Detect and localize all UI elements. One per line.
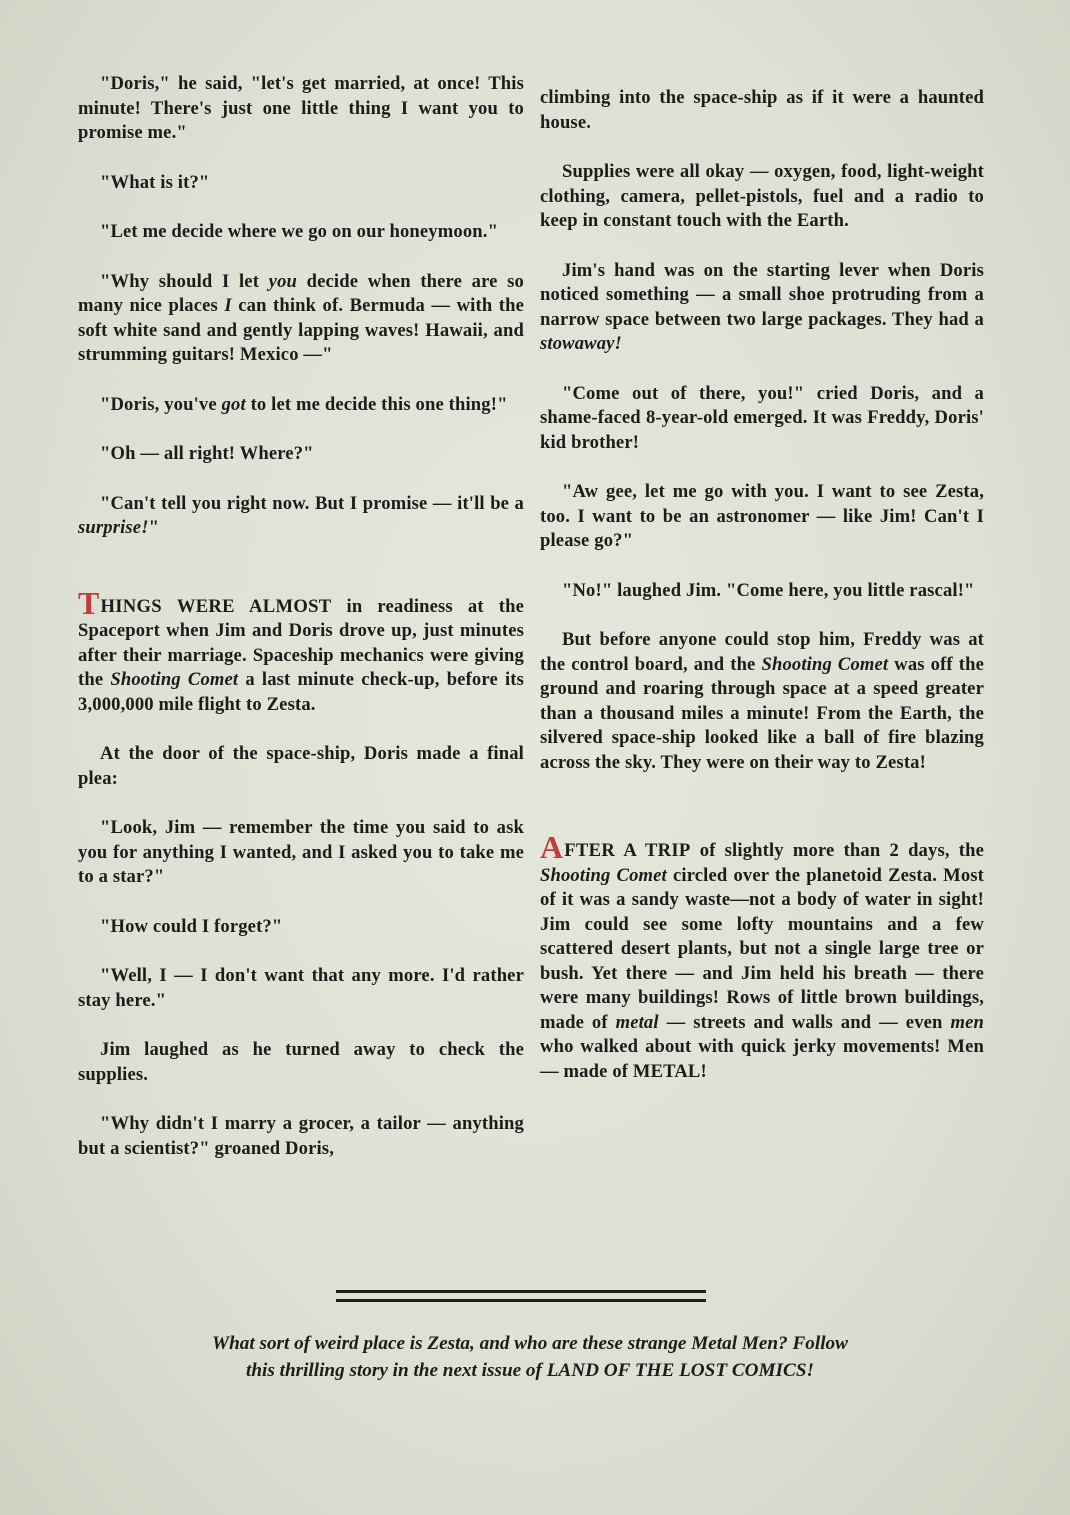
text: "Why should I let	[100, 270, 269, 292]
emphasis: surprise!	[78, 517, 149, 538]
text: a last minute check-up, before its 3,000,000 mile flight to Zesta.	[78, 669, 524, 715]
left-column	[78, 72, 524, 1186]
emphasis: I	[224, 295, 232, 316]
paragraph	[540, 480, 984, 554]
paragraph	[540, 579, 984, 604]
divider-rule	[336, 1290, 706, 1293]
text: Jim's hand was on the starting lever when Doris noticed something — a small shoe protruding from a narrow space between two large packages. They had a	[540, 259, 984, 330]
paragraph	[78, 1038, 524, 1087]
right-column	[540, 86, 984, 1109]
text: "Can't tell you right now. But I promise — it'll be a	[100, 492, 524, 514]
paragraph	[78, 492, 524, 541]
emphasis: stowaway!	[540, 333, 622, 354]
emphasis: metal	[615, 1011, 659, 1033]
paragraph	[540, 382, 984, 456]
text: "Oh — all right! Where?"	[100, 443, 314, 464]
text: to let me decide this one thing!"	[245, 393, 508, 415]
text: "Well, I — I don't want that any more. I'd rather stay here."	[78, 965, 524, 1011]
paragraph	[78, 393, 524, 418]
paragraph	[78, 220, 524, 245]
footer-line-2: this thrilling story in the next issue of LAND OF THE LOST COMICS!	[246, 1360, 814, 1381]
ship-name: Shooting Comet	[761, 653, 889, 675]
text: — streets and walls and — even	[658, 1011, 951, 1033]
text: can think of. Bermuda — with the soft white sand and gently lapping waves! Hawaii, and strumming guitars! Mexico —"	[78, 295, 525, 365]
section-paragraph	[78, 584, 524, 718]
text: "No!" laughed Jim. "Come here, you little rascal!"	[562, 579, 975, 601]
emphasis: you	[268, 270, 298, 292]
text: who walked about with quick jerky movements! Men — made of METAL!	[540, 1036, 984, 1082]
text: decide when there are so many nice places	[78, 270, 524, 316]
drop-cap: A	[540, 829, 564, 865]
emphasis: got	[221, 393, 246, 415]
lead-in-caps: HINGS WERE ALMOST	[100, 595, 332, 617]
drop-cap: T	[78, 584, 100, 621]
text: climbing into the space-ship as if it were a haunted house.	[540, 87, 984, 133]
paragraph	[78, 915, 524, 940]
paragraph	[78, 1112, 524, 1161]
text: "How could I forget?"	[100, 915, 283, 937]
paragraph	[540, 160, 984, 234]
text: Jim laughed as he turned away to check the supplies.	[78, 1039, 524, 1085]
text: was off the ground and roaring through space at a speed greater than a thousand miles a minute! From the Earth, the silvered space-ship looked like a ball of fire blazing across the sky. They were on their way to Zesta!	[540, 653, 985, 773]
ship-name: Shooting Comet	[110, 669, 239, 690]
text: circled over the planetoid Zesta. Most of it was a sandy waste—not a body of water in sight! Jim could see some lofty mountains and a few scattered desert plants, but not a single large tree or bush. Yet there — and Jim held his breath — there were many buildings! Rows of little brown buildings, made of	[540, 864, 984, 1033]
text: "	[148, 517, 160, 538]
divider-rule	[336, 1299, 706, 1302]
text: "Look, Jim — remember the time you said to ask you for anything I wanted, and I asked you to take me to a star?"	[78, 817, 524, 887]
paragraph	[78, 816, 524, 890]
paragraph	[78, 742, 524, 791]
paragraph	[78, 171, 524, 196]
paragraph	[540, 86, 984, 135]
text: "Let me decide where we go on our honeymoon."	[100, 221, 499, 242]
text: "Aw gee, let me go with you. I want to see Zesta, too. I want to be an astronomer — like Jim! Can't I please go?"	[540, 481, 984, 551]
ship-name: Shooting Comet	[540, 864, 667, 886]
text: of slightly more than 2 days, the	[690, 840, 985, 861]
text: "Come out of there, you!" cried Doris, and a shame-faced 8-year-old emerged. It was Freddy, Doris' kid brother!	[540, 382, 984, 453]
paragraph	[540, 259, 984, 357]
text: "Doris, you've	[100, 393, 222, 415]
text: "Why didn't I marry a grocer, a tailor — anything but a scientist?" groaned Doris,	[78, 1113, 524, 1159]
text: in readiness at the Spaceport when Jim and Doris drove up, just minutes after their marriage. Spaceship mechanics were giving the	[78, 595, 524, 690]
paragraph	[78, 442, 524, 467]
paragraph	[78, 270, 524, 368]
emphasis: men	[950, 1011, 984, 1033]
footer-line-1: What sort of weird place is Zesta, and who are these strange Metal Men? Follow	[212, 1333, 848, 1354]
text: Supplies were all okay — oxygen, food, light-weight clothing, camera, pellet-pistols, fuel and a radio to keep in constant touch with the Earth.	[540, 161, 984, 231]
text: "Doris," he said, "let's get married, at once! This minute! There's just one little thing I want you to promise me."	[78, 73, 524, 143]
paragraph	[78, 72, 524, 146]
text: At the door of the space-ship, Doris made a final plea:	[78, 743, 524, 789]
continued-footer	[120, 1330, 940, 1384]
section-paragraph	[540, 829, 985, 1084]
lead-in-caps: FTER A TRIP	[564, 840, 691, 861]
paragraph	[540, 628, 984, 775]
text: But before anyone could stop him, Freddy was at the control board, and the	[540, 629, 984, 675]
paragraph	[78, 964, 524, 1013]
text: "What is it?"	[100, 171, 210, 193]
